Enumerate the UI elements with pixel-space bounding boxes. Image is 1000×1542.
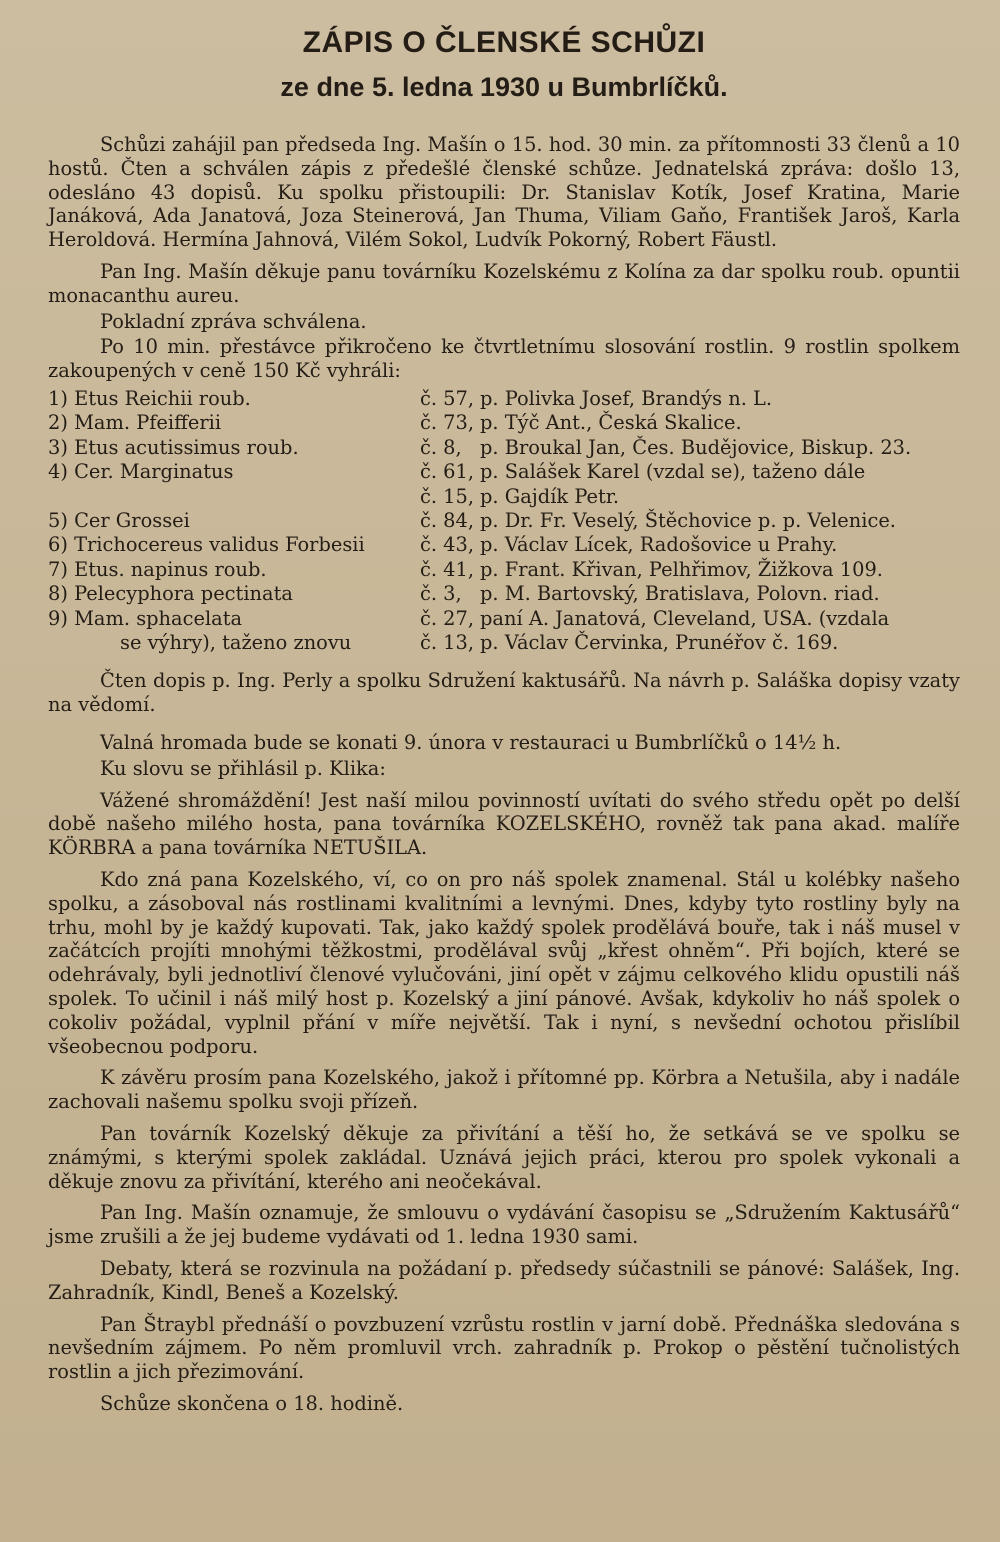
prize-plant: 5) Cer Grossei <box>48 509 190 532</box>
prize-row <box>48 533 960 557</box>
prize-continuation-text: se výhry), taženo znovu <box>120 631 352 655</box>
minutes-body <box>48 133 960 1416</box>
prize-winner: p. Salášek Karel (vzdal se), taženo dále <box>480 460 866 484</box>
prize-number: č. 13, <box>420 631 475 655</box>
prize-number: č. 3, <box>420 582 462 606</box>
prize-row <box>48 509 960 533</box>
prize-plant: 3) Etus acutissimus roub. <box>48 435 299 459</box>
prize-winner: p. Broukal Jan, Čes. Budějovice, Biskup. 23. <box>480 435 912 459</box>
prize-list <box>48 387 960 655</box>
prize-winner: p. Polivka Josef, Brandýs n. L. <box>480 386 773 410</box>
prize-winner: p. Dr. Fr. Veselý, Štěchovice p. p. Velenice. <box>480 509 896 532</box>
prize-number: č. 41, <box>420 557 475 581</box>
paragraph-conclusion: K závěru prosím pana Kozelského, jakož i přítomné pp. Körbra a Netušila, aby i nadále zachovali našemu spolku svoji přízeň. <box>48 1066 960 1114</box>
prize-winner: p. M. Bartovský, Bratislava, Polovn. riad. <box>480 582 880 606</box>
paragraph-opening: Schůzi zahájil pan předseda Ing. Mašín o 15. hod. 30 min. za přítomnosti 33 členů a 10 hostů. Čten a schválen zápis z předešlé členské schůze. Jednatelská zpráva: došlo 13, odesláno 43 dopisů. Ku spolku přistoupili: Dr. Stanislav Kotík, Josef Kratina, Marie Janáková, Ada Janatová, Joza Steinerová, Jan Thuma, Viliam Gaňo, František Jaroš, Karla Heroldová. Hermína Jahnová, Vilém Sokol, Ludvík Pokorný, Robert Fäustl. <box>48 133 960 252</box>
prize-winner: p. Václav Červinka, Prunéřov č. 169. <box>480 631 839 655</box>
paragraph-journal: Pan Ing. Mašín oznamuje, že smlouvu o vydávání časopisu se „Sdružením Kaktusářů“ jsme zrušili a že jej budeme vydávati od 1. ledna 1930 sami. <box>48 1201 960 1249</box>
document-subtitle: ze dne 5. ledna 1930 u Bumbrlíčků. <box>280 72 728 102</box>
prize-winner: p. Václav Lícek, Radošovice u Prahy. <box>480 533 838 557</box>
prize-number: č. 43, <box>420 533 475 557</box>
prize-row <box>48 460 960 484</box>
prize-number: č. 61, <box>420 460 475 484</box>
prize-winner: p. Týč Ant., Česká Skalice. <box>480 411 742 435</box>
prize-plant: 6) Trichocereus validus Forbesii <box>48 533 365 557</box>
prize-row <box>48 387 960 411</box>
prize-winner: p. Frant. Křivan, Pelhřimov, Žižkova 109. <box>480 557 883 581</box>
prize-number: č. 8, <box>420 435 462 459</box>
prize-number: č. 57, <box>420 386 475 410</box>
prize-plant: 1) Etus Reichii roub. <box>48 386 251 410</box>
prize-row <box>48 582 960 606</box>
prize-plant: 2) Mam. Pfeifferii <box>48 411 222 435</box>
prize-row <box>48 436 960 460</box>
paragraph-thanks: Pan továrník Kozelský děkuje za přivítání a těší ho, že setkává se ve spolku se známými, s kterými spolek zakládal. Uznává jejich práci, kterou pro spolek vykonali a děkuje znovu za přivítání, kterého ani neočekával. <box>48 1121 960 1193</box>
prize-plant <box>48 485 420 509</box>
prize-row <box>48 607 960 631</box>
paragraph-lottery: Po 10 min. přestávce přikročeno ke čtvrtletnímu slosování rostlin. 9 rostlin spolkem zakoupených v ceně 150 Kč vyhráli: <box>48 335 960 383</box>
prize-row <box>48 411 960 435</box>
prize-row-continuation <box>48 631 960 655</box>
prize-plant: 7) Etus. napinus roub. <box>48 557 267 581</box>
prize-row <box>48 558 960 582</box>
paragraph-klika: Ku slovu se přihlásil p. Klika: <box>100 756 386 780</box>
prize-winner: p. Gajdík Petr. <box>480 484 620 508</box>
paragraph-debate: Debaty, která se rozvinula na požádaní p. předsedy súčastnili se pánové: Salášek, Ing. Zahradník, Kindl, Beneš a Kozelský. <box>48 1256 960 1304</box>
prize-number: č. 15, <box>420 484 475 508</box>
prize-number: č. 27, <box>420 606 475 630</box>
prize-number: č. 73, <box>420 411 475 435</box>
paragraph-lecture: Pan Štraybl přednáší o povzbuzení vzrůstu rostlin v jarní době. Přednáška sledována s nevšedním zájmem. Po něm promluvil vrch. zahradník p. Prokop o pěstění tučnolistých rostlin a jich přezimování. <box>48 1312 960 1384</box>
prize-winner: paní A. Janatová, Cleveland, USA. (vzdala <box>480 606 890 630</box>
paragraph-welcome: Vážené shromáždění! Jest naší milou povinností uvítati do svého středu opět po delší době našeho milého hosta, pana továrníka KOZELSKÉHO, rovněž tak pana akad. malíře KÖRBRA a pana továrníka NETUŠILA. <box>48 788 960 860</box>
prize-row <box>48 485 960 509</box>
prize-number: č. 84, <box>420 509 475 532</box>
prize-plant: 4) Cer. Marginatus <box>48 460 234 484</box>
paragraph-kozelsky: Kdo zná pana Kozelského, ví, co on pro náš spolek znamenal. Stál u kolébky našeho spolku, a zásoboval nás rostlinami kvalitními a levnými. Dnes, kdyby tyto rostliny byly na trhu, mohl by je každý kupovati. Tak, jako každý spolek prodělává bouře, tak i náš musel v začátcích projíti mnohými těžkostmi, prodělával svůj „křest ohněm“. Při bojích, které se odehrávaly, byli jednotliví členové vylučováni, jiní opět v zájmu celkového klidu opustili náš spolek. To učinil i náš milý host p. Kozelský a jiní pánové. Avšak, kdykoliv ho náš spolek o cokoliv požádal, vyplnil přání v míře největší. Tak i nyní, s nevšední ochotou přislíbil všeobecnou podporu. <box>48 868 960 1058</box>
paragraph-closing: Schůze skončena o 18. hodině. <box>100 1391 404 1415</box>
paragraph-general-meeting: Valná hromada bude se konati 9. února v restauraci u Bumbrlíčků o 14½ h. <box>100 731 842 755</box>
document-title: ZÁPIS O ČLENSKÉ SCHŮZI <box>302 26 706 59</box>
paragraph-donation: Pan Ing. Mašín děkuje panu továrníku Kozelskému z Kolína za dar spolku roub. opuntii monacanthu aureu. <box>48 259 960 307</box>
paragraph-treasury: Pokladní zpráva schválena. <box>100 309 367 333</box>
prize-plant: 9) Mam. sphacelata <box>48 606 243 630</box>
prize-plant: 8) Pelecyphora pectinata <box>48 582 293 606</box>
paragraph-letter: Čten dopis p. Ing. Perly a spolku Sdružení kaktusářů. Na návrh p. Saláška dopisy vzaty na vědomí. <box>48 669 960 717</box>
